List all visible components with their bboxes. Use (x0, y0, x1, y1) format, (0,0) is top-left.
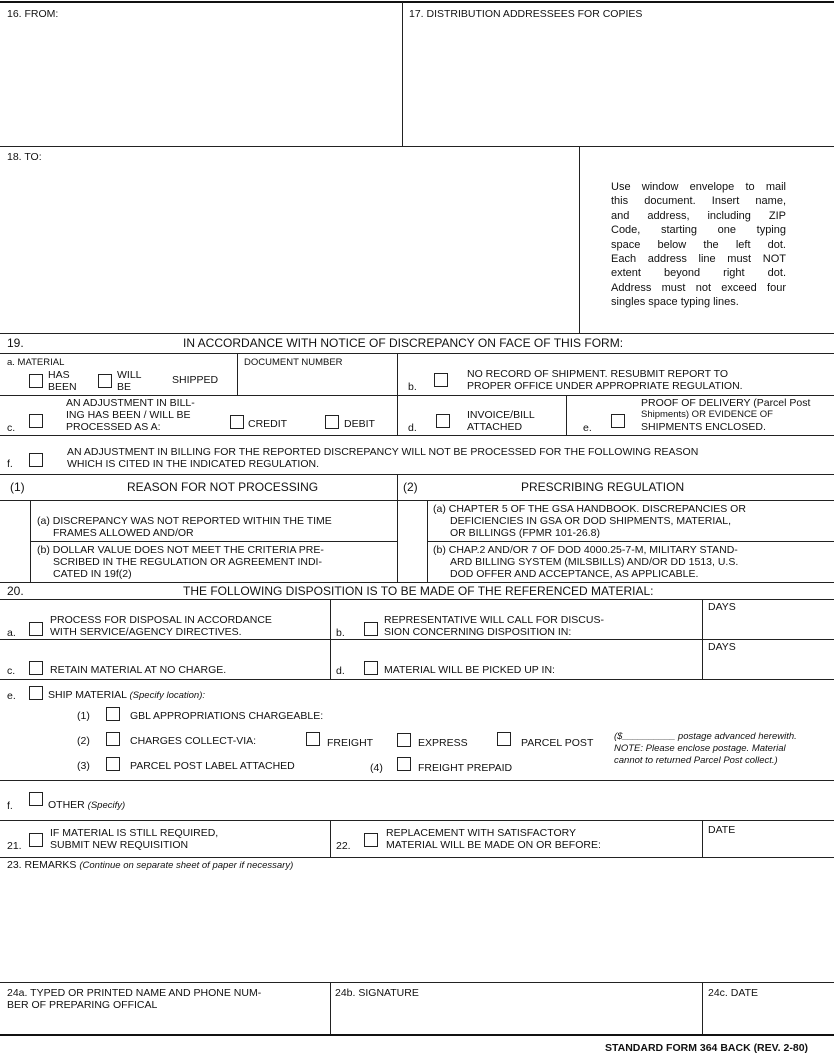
reg-b-line2: ARD BILLING SYSTEM (MILSBILLS) AND/OR DD 1513, U.S. (450, 556, 739, 568)
19d-letter: d. (408, 422, 417, 434)
19d-checkbox[interactable] (436, 414, 450, 428)
block-21-line1: IF MATERIAL IS STILL REQUIRED, (50, 827, 219, 839)
divider (702, 820, 703, 857)
block-19-title: IN ACCORDANCE WITH NOTICE OF DISCREPANCY ON FACE OF THIS FORM: (183, 336, 624, 350)
20f-letter: f. (7, 800, 13, 812)
reason-a-mark-field[interactable] (0, 500, 30, 541)
19c-checkbox[interactable] (29, 414, 43, 428)
19e-checkbox[interactable] (611, 414, 625, 428)
remarks-note: (Continue on separate sheet of paper if necessary) (79, 860, 294, 871)
19b-text-line2: PROPER OFFICE UNDER APPROPRIATE REGULATION. (467, 380, 743, 392)
reason-a-line1: (a) DISCREPANCY WAS NOT REPORTED WITHIN THE TIME (37, 515, 332, 527)
19b-checkbox[interactable] (434, 373, 448, 387)
parcel-post-checkbox[interactable] (497, 732, 511, 746)
reg-a-line2: DEFICIENCIES IN GSA OR DOD SHIPMENTS, MATERIAL, (450, 515, 732, 527)
19f-text-line2: WHICH IS CITED IN THE INDICATED REGULATION. (67, 458, 320, 470)
rule (427, 541, 834, 542)
freight-label: FREIGHT (327, 737, 374, 749)
note-line: extent beyond right dot. (611, 267, 786, 280)
express-label: EXPRESS (418, 737, 468, 749)
20e-letter: e. (7, 690, 16, 702)
block-24b-label: 24b. SIGNATURE (335, 987, 419, 999)
divider (237, 353, 238, 395)
divider (330, 820, 331, 857)
rule-bottom (0, 1034, 834, 1036)
to-address-area[interactable] (4, 166, 574, 329)
block-24a-line2: BER OF PREPARING OFFICAL (7, 999, 158, 1011)
20e-checkbox[interactable] (29, 686, 43, 700)
20b-text-line2: SION CONCERNING DISPOSITION IN: (384, 626, 572, 638)
distribution-addressees-area[interactable] (406, 24, 832, 142)
note-line: Each address line must NOT (611, 253, 786, 266)
charges-collect-checkbox[interactable] (106, 732, 120, 746)
20b-days-field[interactable] (705, 614, 831, 636)
divider (330, 982, 331, 1034)
19a-will-label: WILL (117, 369, 142, 381)
note-line: space below the left dot. (611, 238, 786, 251)
19a-label: a. MATERIAL (7, 357, 65, 368)
freight-checkbox[interactable] (306, 732, 320, 746)
20d-days-label: DAYS (708, 641, 736, 653)
19a-has-been-checkbox[interactable] (29, 374, 43, 388)
note-line: Address must not exceed four (611, 281, 786, 294)
divider (397, 353, 398, 435)
19f-letter: f. (7, 458, 13, 470)
19e-letter: e. (583, 422, 592, 434)
19c-letter: c. (7, 422, 16, 434)
freight-prepaid-checkbox[interactable] (397, 757, 411, 771)
block-22-checkbox[interactable] (364, 833, 378, 847)
19a-been-label: BEEN (48, 381, 77, 393)
20a-text-line2: WITH SERVICE/AGENCY DIRECTIVES. (50, 626, 242, 638)
19c-text-line1: AN ADJUSTMENT IN BILL- (66, 397, 195, 409)
column-1-number: (1) (10, 480, 25, 494)
reg-b-line1: (b) CHAP.2 AND/OR 7 OF DOD 4000.25-7-M, MILITARY STAND- (433, 544, 738, 556)
divider (566, 395, 567, 435)
rule (0, 820, 834, 821)
parcel-post-label: PARCEL POST (521, 737, 594, 749)
note-line: this document. Insert name, (611, 195, 786, 208)
rule (0, 982, 834, 983)
20f-checkbox[interactable] (29, 792, 43, 806)
rule (0, 639, 834, 640)
19e-text-line2: Shipments) OR EVIDENCE OF (641, 409, 773, 420)
20b-text-line1: REPRESENTATIVE WILL CALL FOR DISCUS- (384, 614, 604, 626)
debit-checkbox[interactable] (325, 415, 339, 429)
20c-text: RETAIN MATERIAL AT NO CHARGE. (50, 664, 227, 676)
document-number-label: DOCUMENT NUMBER (244, 357, 343, 368)
20a-text-line1: PROCESS FOR DISPOSAL IN ACCORDANCE (50, 614, 272, 626)
19e-text-line3: SHIPMENTS ENCLOSED. (641, 421, 766, 433)
credit-label: CREDIT (248, 418, 288, 430)
block-22-number: 22. (336, 840, 351, 852)
opt2-number: (2) (77, 735, 90, 747)
block-19-number: 19. (7, 336, 24, 350)
opt4-number: (4) (370, 762, 383, 774)
remarks-label (7, 859, 293, 872)
block-21-line2: SUBMIT NEW REQUISITION (50, 839, 189, 851)
note-line: singles space typing lines. (611, 296, 739, 309)
divider-16-17 (402, 2, 403, 146)
postage-note-line3: cannot to returned Parcel Post collect.) (614, 755, 778, 766)
20d-letter: d. (336, 665, 345, 677)
19a-has-label: HAS (48, 369, 70, 381)
19c-text-line2: ING HAS BEEN / WILL BE (66, 409, 191, 421)
other-specify-field[interactable] (150, 792, 830, 816)
credit-checkbox[interactable] (230, 415, 244, 429)
reason-b-line1: (b) DOLLAR VALUE DOES NOT MEET THE CRITERIA PRE- (37, 544, 324, 556)
reg-a-line1: (a) CHAPTER 5 OF THE GSA HANDBOOK. DISCREPANCIES OR (433, 503, 746, 515)
note-line: and address, including ZIP (611, 209, 786, 222)
20c-letter: c. (7, 665, 16, 677)
opt3-number: (3) (77, 760, 90, 772)
block-18-label: 18. TO: (7, 151, 42, 163)
20d-days-field[interactable] (705, 654, 831, 676)
rule (0, 353, 834, 354)
divider (702, 982, 703, 1034)
19d-text-line2: ATTACHED (467, 421, 523, 433)
postage-note-line1: ($__________ postage advanced herewith. (614, 731, 797, 742)
opt2-label: CHARGES COLLECT-VIA: (130, 735, 257, 747)
opt1-label: GBL APPROPRIATIONS CHARGEABLE: (130, 710, 324, 722)
20d-checkbox[interactable] (364, 661, 378, 675)
19a-be-label: BE (117, 381, 132, 393)
20d-text: MATERIAL WILL BE PICKED UP IN: (384, 664, 555, 676)
ship-material-specify: (Specify location): (129, 690, 206, 701)
rule (0, 599, 834, 600)
opt3-label: PARCEL POST LABEL ATTACHED (130, 760, 295, 772)
gbl-checkbox[interactable] (106, 707, 120, 721)
remarks-title: 23. REMARKS (7, 859, 77, 871)
rule (0, 395, 834, 396)
remarks-field[interactable] (4, 874, 830, 978)
20c-checkbox[interactable] (29, 661, 43, 675)
19f-text-line1: AN ADJUSTMENT IN BILLING FOR THE REPORTED DISCREPANCY WILL NOT BE PROCESSED FOR THE FOLLOWING REASON (67, 446, 699, 458)
rule (0, 582, 834, 583)
column-2-number: (2) (403, 480, 418, 494)
20f-text (48, 799, 125, 812)
reg-a-line3: OR BILLINGS (FPMR 101-26.8) (450, 527, 600, 539)
19e-text-line1: PROOF OF DELIVERY (Parcel Post (641, 397, 811, 409)
19a-will-be-checkbox[interactable] (98, 374, 112, 388)
column-1-title: REASON FOR NOT PROCESSING (127, 480, 319, 494)
parcel-post-label-checkbox[interactable] (106, 757, 120, 771)
opt1-number: (1) (77, 710, 90, 722)
postage-note-line2: NOTE: Please enclose postage. Material (614, 743, 786, 754)
block-16-label: 16. FROM: (7, 8, 59, 20)
reason-b-mark-field[interactable] (0, 542, 30, 582)
reason-b-line3: CATED IN 19f(2) (53, 568, 132, 580)
ship-material-label: SHIP MATERIAL (48, 689, 127, 701)
block-17-label: 17. DISTRIBUTION ADDRESSEES FOR COPIES (409, 8, 643, 20)
window-envelope-note (611, 180, 786, 310)
19b-text-line1: NO RECORD OF SHIPMENT. RESUBMIT REPORT TO (467, 368, 728, 380)
ship-location-field[interactable] (200, 684, 830, 700)
block-22-line1: REPLACEMENT WITH SATISFACTORY (386, 827, 577, 839)
block-22-date-field[interactable] (705, 837, 831, 855)
19c-text-line3: PROCESSED AS A: (66, 421, 161, 433)
rule (0, 857, 834, 858)
express-checkbox[interactable] (397, 733, 411, 747)
block-21-number: 21. (7, 840, 22, 852)
rule (30, 541, 397, 542)
19f-checkbox[interactable] (29, 453, 43, 467)
rule (0, 679, 834, 680)
debit-label: DEBIT (344, 418, 375, 430)
20b-checkbox[interactable] (364, 622, 378, 636)
note-line: Code, starting one typing (611, 224, 786, 237)
block-21-checkbox[interactable] (29, 833, 43, 847)
column-2-title: PRESCRIBING REGULATION (521, 480, 685, 494)
rule (0, 435, 834, 436)
reason-a-line2: FRAMES ALLOWED AND/OR (53, 527, 194, 539)
preparer-name-phone-field[interactable] (4, 1012, 326, 1032)
rule (0, 333, 834, 334)
19a-shipped-label: SHIPPED (172, 374, 219, 386)
document-number-field[interactable] (240, 370, 394, 392)
20a-checkbox[interactable] (29, 622, 43, 636)
rule (0, 780, 834, 781)
19d-text-line1: INVOICE/BILL (467, 409, 535, 421)
block-20-number: 20. (7, 584, 24, 598)
other-label: OTHER (48, 799, 85, 811)
block-24a-line1: 24a. TYPED OR PRINTED NAME AND PHONE NUM- (7, 987, 262, 999)
opt4-label: FREIGHT PREPAID (418, 762, 513, 774)
20b-days-label: DAYS (708, 601, 736, 613)
reg-b-line3: DOD OFFER AND ACCEPTANCE, AS APPLICABLE. (450, 568, 699, 580)
20e-text (48, 689, 205, 702)
reg-b-mark-field[interactable] (398, 542, 427, 582)
signature-field[interactable] (334, 1000, 698, 1032)
from-address-area[interactable] (4, 24, 398, 142)
rule (0, 146, 834, 147)
rule (0, 474, 834, 475)
block-24c-label: 24c. DATE (708, 987, 758, 999)
note-line: Use window envelope to mail (611, 181, 786, 193)
reg-a-mark-field[interactable] (398, 500, 427, 541)
block-22-line2: MATERIAL WILL BE MADE ON OR BEFORE: (386, 839, 601, 851)
rule-top (0, 1, 834, 3)
reason-b-line2: SCRIBED IN THE REGULATION OR AGREEMENT INDI- (53, 556, 322, 568)
other-specify: (Specify) (87, 800, 126, 811)
block-24c-date-field[interactable] (706, 1000, 831, 1032)
20b-letter: b. (336, 627, 345, 639)
19b-letter: b. (408, 381, 417, 393)
block-22-date-label: DATE (708, 824, 736, 836)
divider-18-note (579, 146, 580, 333)
block-20-title: THE FOLLOWING DISPOSITION IS TO BE MADE OF THE REFERENCED MATERIAL: (183, 584, 654, 598)
form-footer: STANDARD FORM 364 BACK (REV. 2-80) (605, 1042, 809, 1054)
20a-letter: a. (7, 627, 16, 639)
